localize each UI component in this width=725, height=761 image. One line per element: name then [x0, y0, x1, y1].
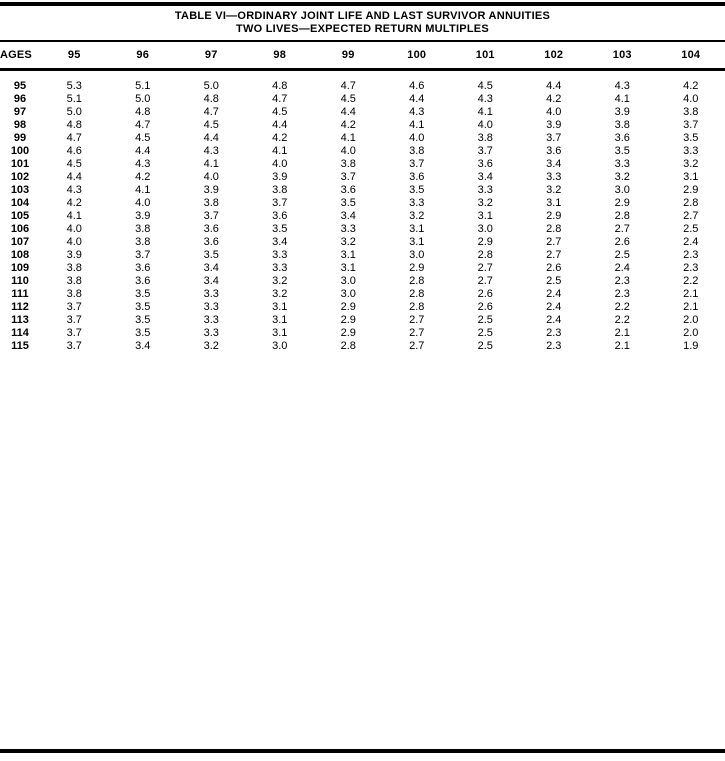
cell-value: 4.2: [546, 93, 562, 105]
cell-value: 3.3: [409, 197, 425, 209]
cell-value: 3.2: [409, 210, 425, 222]
row-age-label: 101: [10, 158, 30, 170]
cell-value: 3.6: [203, 236, 219, 248]
cell-value: 2.2: [683, 275, 699, 287]
column-header: 102: [520, 41, 589, 70]
cell-value: 3.0: [340, 275, 356, 287]
cell-value: 2.9: [614, 197, 630, 209]
cell-value: 3.8: [340, 158, 356, 170]
cell-value: 2.9: [409, 262, 425, 274]
cell-value: 4.5: [477, 80, 493, 92]
cell-value: 2.1: [683, 288, 699, 300]
row-age-label: 100: [10, 145, 30, 157]
cell-value: 4.2: [340, 119, 356, 131]
cell-value: 3.8: [409, 145, 425, 157]
cell-value: 2.7: [409, 314, 425, 326]
cell-value: 4.5: [340, 93, 356, 105]
cell-value: 3.9: [272, 171, 288, 183]
cell-value: 4.0: [340, 145, 356, 157]
cell-value: 2.0: [683, 314, 699, 326]
row-age-label: 110: [11, 275, 29, 287]
cell-value: 5.0: [203, 80, 219, 92]
row-age-label: 99: [13, 132, 27, 144]
cell-value: 4.0: [409, 132, 425, 144]
cell-value: 3.4: [272, 236, 288, 248]
cell-value: 3.6: [614, 132, 630, 144]
cell-value: 2.1: [614, 327, 630, 339]
cell-value: 3.7: [546, 132, 562, 144]
table-row: [0, 236, 725, 249]
table-row: [0, 262, 725, 275]
cell-value: 4.4: [546, 80, 562, 92]
cell-value: 4.0: [66, 223, 82, 235]
cell-value: 3.8: [66, 262, 82, 274]
row-age-label: 97: [13, 106, 27, 118]
cell-value: 2.9: [683, 184, 699, 196]
table-row: [0, 288, 725, 301]
cell-value: 3.0: [477, 223, 493, 235]
cell-value: 3.8: [66, 288, 82, 300]
table-title-line2: TWO LIVES—EXPECTED RETURN MULTIPLES: [235, 23, 489, 35]
cell-value: 2.7: [546, 236, 562, 248]
column-header: 95: [40, 41, 109, 70]
cell-value: 3.9: [614, 106, 630, 118]
cell-value: 2.4: [546, 314, 562, 326]
cell-value: 3.1: [409, 236, 425, 248]
cell-value: 2.5: [683, 223, 699, 235]
cell-value: 4.2: [66, 197, 82, 209]
cell-value: 3.2: [203, 340, 219, 352]
cell-value: 3.5: [135, 314, 151, 326]
cell-value: 4.1: [66, 210, 82, 222]
cell-value: 3.3: [203, 327, 219, 339]
cell-value: 4.0: [477, 119, 493, 131]
cell-value: 4.0: [272, 158, 288, 170]
cell-value: 2.8: [477, 249, 493, 261]
table-row: [0, 93, 725, 106]
cell-value: 2.6: [477, 301, 493, 313]
cell-value: 4.6: [66, 145, 82, 157]
cell-value: 3.5: [683, 132, 699, 144]
cell-value: 3.4: [203, 262, 219, 274]
cell-value: 2.5: [477, 327, 493, 339]
cell-value: 4.7: [135, 119, 151, 131]
row-age-label: 104: [10, 197, 30, 209]
cell-value: 4.3: [135, 158, 151, 170]
cell-value: 3.8: [683, 106, 699, 118]
cell-value: 3.6: [477, 158, 493, 170]
cell-value: 3.3: [272, 249, 288, 261]
cell-value: 4.7: [203, 106, 219, 118]
cell-value: 2.5: [477, 314, 493, 326]
cell-value: 4.4: [272, 119, 288, 131]
cell-value: 3.8: [272, 184, 288, 196]
column-header: 97: [177, 41, 246, 70]
cell-value: 2.8: [409, 301, 425, 313]
cell-value: 3.4: [340, 210, 356, 222]
cell-value: 3.5: [272, 223, 288, 235]
cell-value: 3.1: [477, 210, 493, 222]
row-age-label: 105: [10, 210, 30, 222]
cell-value: 4.0: [135, 197, 151, 209]
cell-value: 3.6: [340, 184, 356, 196]
cell-value: 3.3: [203, 288, 219, 300]
cell-value: 3.1: [409, 223, 425, 235]
cell-value: 3.3: [546, 171, 562, 183]
cell-value: 2.7: [546, 249, 562, 261]
column-header: 103: [588, 41, 657, 70]
table-row: [0, 197, 725, 210]
cell-value: 3.5: [340, 197, 356, 209]
cell-value: 2.7: [477, 262, 493, 274]
cell-value: 3.7: [66, 301, 82, 313]
cell-value: 3.6: [203, 223, 219, 235]
cell-value: 4.3: [409, 106, 425, 118]
cell-value: 3.7: [683, 119, 699, 131]
row-age-label: 109: [10, 262, 30, 274]
table-row: [0, 301, 725, 314]
cell-value: 3.1: [340, 262, 356, 274]
cell-value: 3.6: [135, 262, 151, 274]
cell-value: 3.7: [66, 327, 82, 339]
table-row: [0, 145, 725, 158]
row-age-label: 98: [13, 119, 27, 131]
column-header-row: [0, 41, 725, 70]
cell-value: 3.3: [203, 314, 219, 326]
cell-value: 4.4: [340, 106, 356, 118]
cell-value: 3.6: [135, 275, 151, 287]
cell-value: 3.2: [340, 236, 356, 248]
cell-value: 3.1: [272, 327, 288, 339]
cell-value: 3.3: [272, 262, 288, 274]
cell-value: 2.4: [546, 288, 562, 300]
cell-value: 3.3: [340, 223, 356, 235]
table-row: [0, 184, 725, 197]
cell-value: 3.5: [135, 288, 151, 300]
top-page-rule: [0, 2, 725, 6]
cell-value: 2.4: [683, 236, 699, 248]
column-header: 99: [314, 41, 383, 70]
cell-value: 4.5: [272, 106, 288, 118]
table-row: [0, 275, 725, 288]
cell-value: 4.5: [135, 132, 151, 144]
cell-value: 4.2: [135, 171, 151, 183]
table-body: [0, 70, 725, 354]
cell-value: 5.0: [66, 106, 82, 118]
cell-value: 3.4: [477, 171, 493, 183]
cell-value: 3.2: [272, 288, 288, 300]
cell-value: 3.2: [614, 171, 630, 183]
cell-value: 5.1: [135, 80, 151, 92]
cell-value: 4.0: [683, 93, 699, 105]
cell-value: 2.7: [683, 210, 699, 222]
cell-value: 3.8: [477, 132, 493, 144]
cell-value: 3.8: [614, 119, 630, 131]
cell-value: 3.2: [272, 275, 288, 287]
cell-value: 4.3: [614, 80, 630, 92]
cell-value: 3.4: [546, 158, 562, 170]
annuity-table: [0, 40, 725, 353]
cell-value: 3.1: [683, 171, 699, 183]
cell-value: 4.5: [66, 158, 82, 170]
cell-value: 3.3: [683, 145, 699, 157]
cell-value: 4.5: [203, 119, 219, 131]
cell-value: 3.1: [272, 314, 288, 326]
cell-value: 4.8: [66, 119, 82, 131]
cell-value: 3.0: [409, 249, 425, 261]
row-age-label: 103: [10, 184, 30, 196]
cell-value: 3.5: [135, 327, 151, 339]
row-age-label: 113: [11, 314, 29, 326]
cell-value: 2.9: [340, 327, 356, 339]
cell-value: 2.8: [683, 197, 699, 209]
cell-value: 2.3: [546, 327, 562, 339]
table-row: [0, 70, 725, 94]
row-age-label: 95: [13, 80, 27, 92]
column-header: 101: [451, 41, 520, 70]
cell-value: 4.7: [340, 80, 356, 92]
cell-value: 2.3: [614, 288, 630, 300]
cell-value: 3.7: [409, 158, 425, 170]
cell-value: 4.1: [614, 93, 630, 105]
table-title: [0, 10, 725, 36]
cell-value: 3.0: [340, 288, 356, 300]
row-age-label: 111: [11, 288, 29, 300]
table-row: [0, 158, 725, 171]
cell-value: 4.3: [477, 93, 493, 105]
cell-value: 3.7: [66, 340, 82, 352]
cell-value: 4.8: [203, 93, 219, 105]
cell-value: 2.5: [477, 340, 493, 352]
cell-value: 2.9: [340, 301, 356, 313]
cell-value: 2.8: [614, 210, 630, 222]
cell-value: 4.0: [203, 171, 219, 183]
cell-value: 2.9: [477, 236, 493, 248]
cell-value: 3.2: [477, 197, 493, 209]
cell-value: 2.5: [546, 275, 562, 287]
table-row: [0, 327, 725, 340]
cell-value: 4.3: [66, 184, 82, 196]
cell-value: 3.7: [66, 314, 82, 326]
cell-value: 4.0: [546, 106, 562, 118]
table-row: [0, 314, 725, 327]
table-row: [0, 171, 725, 184]
bottom-page-rule: [0, 749, 725, 753]
cell-value: 2.3: [683, 249, 699, 261]
cell-value: 2.1: [683, 301, 699, 313]
cell-value: 3.5: [614, 145, 630, 157]
cell-value: 3.5: [409, 184, 425, 196]
table-row: [0, 249, 725, 262]
cell-value: 3.4: [135, 340, 151, 352]
cell-value: 5.0: [135, 93, 151, 105]
cell-value: 3.1: [340, 249, 356, 261]
cell-value: 3.1: [272, 301, 288, 313]
cell-value: 3.9: [546, 119, 562, 131]
cell-value: 2.7: [614, 223, 630, 235]
cell-value: 2.9: [340, 314, 356, 326]
table-row: [0, 210, 725, 223]
row-age-label: 106: [10, 223, 30, 235]
cell-value: 4.2: [272, 132, 288, 144]
cell-value: 2.3: [546, 340, 562, 352]
cell-value: 3.1: [546, 197, 562, 209]
cell-value: 2.1: [614, 340, 630, 352]
cell-value: 4.4: [203, 132, 219, 144]
cell-value: 4.4: [66, 171, 82, 183]
cell-value: 2.0: [683, 327, 699, 339]
column-header: 100: [383, 41, 452, 70]
cell-value: 3.5: [203, 249, 219, 261]
cell-value: 3.7: [340, 171, 356, 183]
cell-value: 2.6: [546, 262, 562, 274]
cell-value: 3.2: [546, 184, 562, 196]
column-header: 98: [246, 41, 315, 70]
column-header: 96: [109, 41, 178, 70]
cell-value: 3.6: [409, 171, 425, 183]
row-age-label: 114: [11, 327, 29, 339]
table-row: [0, 106, 725, 119]
cell-value: 3.8: [66, 275, 82, 287]
row-age-label: 115: [11, 340, 29, 352]
cell-value: 3.7: [135, 249, 151, 261]
cell-value: 3.8: [135, 236, 151, 248]
cell-value: 3.6: [272, 210, 288, 222]
cell-value: 3.7: [272, 197, 288, 209]
cell-value: 4.1: [135, 184, 151, 196]
cell-value: 4.1: [340, 132, 356, 144]
cell-value: 2.4: [546, 301, 562, 313]
cell-value: 3.3: [614, 158, 630, 170]
cell-value: 4.7: [272, 93, 288, 105]
cell-value: 4.4: [409, 93, 425, 105]
cell-value: 3.3: [203, 301, 219, 313]
cell-value: 2.2: [614, 314, 630, 326]
cell-value: 1.9: [683, 340, 699, 352]
cell-value: 3.4: [203, 275, 219, 287]
cell-value: 4.8: [272, 80, 288, 92]
cell-value: 4.1: [409, 119, 425, 131]
row-age-label: 96: [13, 93, 27, 105]
cell-value: 3.8: [203, 197, 219, 209]
cell-value: 2.8: [340, 340, 356, 352]
cell-value: 2.6: [477, 288, 493, 300]
row-age-label: 107: [10, 236, 30, 248]
table-row: [0, 340, 725, 353]
cell-value: 4.3: [203, 145, 219, 157]
cell-value: 3.9: [135, 210, 151, 222]
cell-value: 2.3: [614, 275, 630, 287]
cell-value: 3.9: [203, 184, 219, 196]
ages-corner-header: AGES: [0, 41, 40, 70]
table-title-line1: TABLE VI—ORDINARY JOINT LIFE AND LAST SURVIVOR ANNUITIES: [174, 10, 551, 22]
table-row: [0, 119, 725, 132]
cell-value: 3.7: [477, 145, 493, 157]
cell-value: 4.6: [409, 80, 425, 92]
row-age-label: 112: [11, 301, 29, 313]
cell-value: 2.8: [546, 223, 562, 235]
cell-value: 4.1: [203, 158, 219, 170]
table-row: [0, 132, 725, 145]
cell-value: 4.7: [66, 132, 82, 144]
cell-value: 3.8: [135, 223, 151, 235]
cell-value: 3.0: [272, 340, 288, 352]
cell-value: 4.1: [272, 145, 288, 157]
row-age-label: 108: [10, 249, 30, 261]
table-row: [0, 223, 725, 236]
cell-value: 3.0: [614, 184, 630, 196]
cell-value: 3.5: [135, 301, 151, 313]
cell-value: 2.6: [614, 236, 630, 248]
cell-value: 2.9: [546, 210, 562, 222]
cell-value: 4.8: [135, 106, 151, 118]
cell-value: 2.8: [409, 275, 425, 287]
cell-value: 3.2: [683, 158, 699, 170]
cell-value: 2.2: [614, 301, 630, 313]
cell-value: 5.1: [66, 93, 82, 105]
cell-value: 2.7: [409, 340, 425, 352]
cell-value: 5.3: [66, 80, 82, 92]
row-age-label: 102: [10, 171, 30, 183]
cell-value: 3.6: [546, 145, 562, 157]
cell-value: 2.3: [683, 262, 699, 274]
cell-value: 3.3: [477, 184, 493, 196]
cell-value: 4.0: [66, 236, 82, 248]
cell-value: 2.8: [409, 288, 425, 300]
cell-value: 2.4: [614, 262, 630, 274]
cell-value: 2.7: [477, 275, 493, 287]
column-header: 104: [657, 41, 725, 70]
cell-value: 4.2: [683, 80, 699, 92]
cell-value: 4.4: [135, 145, 151, 157]
cell-value: 3.7: [203, 210, 219, 222]
cell-value: 3.9: [66, 249, 82, 261]
cell-value: 2.7: [409, 327, 425, 339]
cell-value: 2.5: [614, 249, 630, 261]
cell-value: 4.1: [477, 106, 493, 118]
